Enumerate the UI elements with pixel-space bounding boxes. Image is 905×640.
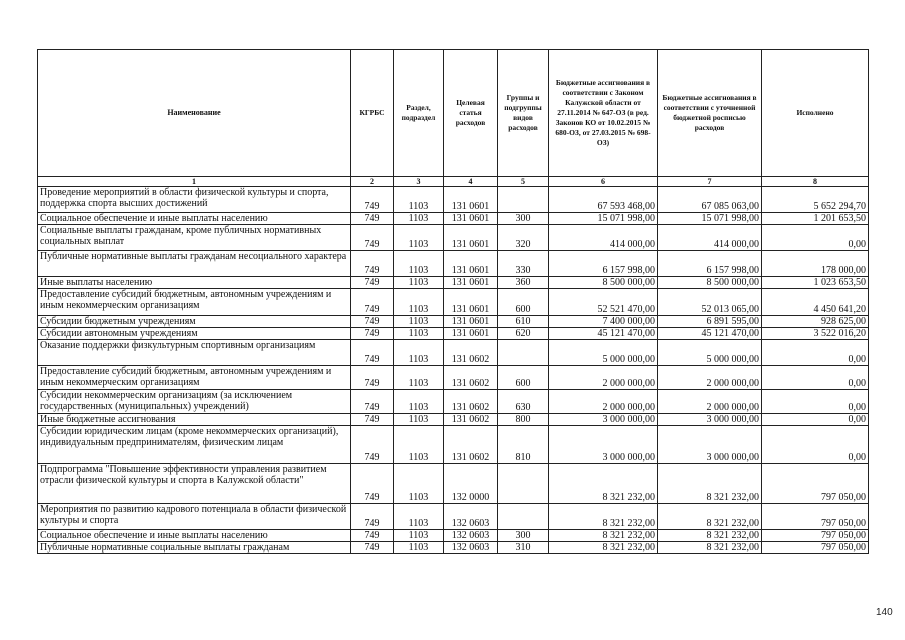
table-row bbox=[38, 426, 869, 464]
header-kgrbs: КГРБС bbox=[351, 50, 394, 177]
row-group: 320 bbox=[498, 225, 549, 251]
row-group: 300 bbox=[498, 530, 549, 542]
row-kgrbs: 749 bbox=[351, 277, 394, 289]
table-row bbox=[38, 316, 869, 328]
row-section: 1103 bbox=[394, 390, 444, 414]
row-group: 330 bbox=[498, 251, 549, 277]
row-name: Проведение мероприятий в области физической культуры и спорта, поддержка спорта высших достижений bbox=[38, 187, 351, 213]
row-kgrbs: 749 bbox=[351, 504, 394, 530]
row-group: 620 bbox=[498, 328, 549, 340]
row-executed: 0,00 bbox=[762, 225, 869, 251]
row-refined: 8 321 232,00 bbox=[658, 504, 762, 530]
header-budget: Бюджетные ассигнования в соответствии с Законом Калужской области от 27.11.2014 № 647-ОЗ (в ред. Законов КО от 10.02.2015 № 680-ОЗ, от 27.03.2015 № 698-ОЗ) bbox=[549, 50, 658, 177]
row-executed: 0,00 bbox=[762, 390, 869, 414]
row-kgrbs: 749 bbox=[351, 414, 394, 426]
table-row bbox=[38, 390, 869, 414]
budget-table bbox=[37, 49, 869, 554]
row-name: Оказание поддержки физкультурным спортивным организациям bbox=[38, 340, 351, 366]
row-kgrbs: 749 bbox=[351, 316, 394, 328]
row-name: Субсидии автономным учреждениям bbox=[38, 328, 351, 340]
header-name: Наименование bbox=[38, 50, 351, 177]
row-name: Иные выплаты населению bbox=[38, 277, 351, 289]
row-article: 131 0601 bbox=[444, 289, 498, 316]
row-budget: 15 071 998,00 bbox=[549, 213, 658, 225]
row-section: 1103 bbox=[394, 251, 444, 277]
row-budget: 414 000,00 bbox=[549, 225, 658, 251]
row-executed: 0,00 bbox=[762, 366, 869, 390]
row-name: Предоставление субсидий бюджетным, автономным учреждениям и иным некоммерческим организациям bbox=[38, 366, 351, 390]
row-article: 131 0601 bbox=[444, 213, 498, 225]
table-row bbox=[38, 464, 869, 504]
row-refined: 45 121 470,00 bbox=[658, 328, 762, 340]
row-article: 131 0601 bbox=[444, 187, 498, 213]
row-refined: 6 157 998,00 bbox=[658, 251, 762, 277]
row-executed: 797 050,00 bbox=[762, 464, 869, 504]
row-section: 1103 bbox=[394, 426, 444, 464]
row-article: 131 0601 bbox=[444, 225, 498, 251]
row-budget: 52 521 470,00 bbox=[549, 289, 658, 316]
row-article: 131 0602 bbox=[444, 340, 498, 366]
column-number: 2 bbox=[351, 177, 394, 187]
table-row bbox=[38, 289, 869, 316]
column-number: 7 bbox=[658, 177, 762, 187]
row-group: 300 bbox=[498, 213, 549, 225]
column-number: 8 bbox=[762, 177, 869, 187]
table-row bbox=[38, 187, 869, 213]
row-budget: 2 000 000,00 bbox=[549, 390, 658, 414]
row-group: 600 bbox=[498, 366, 549, 390]
row-group: 610 bbox=[498, 316, 549, 328]
row-name: Подпрограмма "Повышение эффективности управления развитием отрасли физической культуры и спорта в Калужской области" bbox=[38, 464, 351, 504]
row-section: 1103 bbox=[394, 187, 444, 213]
row-name: Социальные выплаты гражданам, кроме публичных нормативных социальных выплат bbox=[38, 225, 351, 251]
row-section: 1103 bbox=[394, 542, 444, 554]
row-group: 630 bbox=[498, 390, 549, 414]
row-section: 1103 bbox=[394, 316, 444, 328]
row-kgrbs: 749 bbox=[351, 390, 394, 414]
table-row bbox=[38, 340, 869, 366]
table-row bbox=[38, 414, 869, 426]
table-row bbox=[38, 225, 869, 251]
row-kgrbs: 749 bbox=[351, 340, 394, 366]
row-section: 1103 bbox=[394, 225, 444, 251]
row-article: 131 0602 bbox=[444, 414, 498, 426]
row-refined: 6 891 595,00 bbox=[658, 316, 762, 328]
row-kgrbs: 749 bbox=[351, 542, 394, 554]
row-section: 1103 bbox=[394, 277, 444, 289]
row-executed: 797 050,00 bbox=[762, 504, 869, 530]
header-article: Целевая статья расходов bbox=[444, 50, 498, 177]
row-refined: 2 000 000,00 bbox=[658, 366, 762, 390]
row-article: 131 0602 bbox=[444, 366, 498, 390]
row-kgrbs: 749 bbox=[351, 289, 394, 316]
row-budget: 8 500 000,00 bbox=[549, 277, 658, 289]
row-group bbox=[498, 464, 549, 504]
row-refined: 5 000 000,00 bbox=[658, 340, 762, 366]
row-group: 800 bbox=[498, 414, 549, 426]
row-section: 1103 bbox=[394, 504, 444, 530]
row-executed: 178 000,00 bbox=[762, 251, 869, 277]
row-refined: 52 013 065,00 bbox=[658, 289, 762, 316]
column-number: 6 bbox=[549, 177, 658, 187]
row-kgrbs: 749 bbox=[351, 251, 394, 277]
row-article: 131 0601 bbox=[444, 277, 498, 289]
row-refined: 3 000 000,00 bbox=[658, 414, 762, 426]
row-article: 131 0602 bbox=[444, 426, 498, 464]
row-name: Субсидии юридическим лицам (кроме некоммерческих организаций), индивидуальным предпринимателям, физическим лицам bbox=[38, 426, 351, 464]
row-section: 1103 bbox=[394, 340, 444, 366]
row-name: Предоставление субсидий бюджетным, автономным учреждениям и иным некоммерческим организациям bbox=[38, 289, 351, 316]
row-section: 1103 bbox=[394, 414, 444, 426]
header-group: Группы и подгруппы видов расходов bbox=[498, 50, 549, 177]
header-row bbox=[38, 50, 869, 177]
row-executed: 0,00 bbox=[762, 426, 869, 464]
row-article: 132 0000 bbox=[444, 464, 498, 504]
table-row bbox=[38, 328, 869, 340]
column-number: 1 bbox=[38, 177, 351, 187]
row-kgrbs: 749 bbox=[351, 366, 394, 390]
row-article: 132 0603 bbox=[444, 542, 498, 554]
row-kgrbs: 749 bbox=[351, 328, 394, 340]
row-article: 131 0602 bbox=[444, 390, 498, 414]
row-refined: 3 000 000,00 bbox=[658, 426, 762, 464]
row-name: Субсидии бюджетным учреждениям bbox=[38, 316, 351, 328]
row-section: 1103 bbox=[394, 328, 444, 340]
row-executed: 3 522 016,20 bbox=[762, 328, 869, 340]
row-refined: 67 085 063,00 bbox=[658, 187, 762, 213]
row-kgrbs: 749 bbox=[351, 225, 394, 251]
row-name: Иные бюджетные ассигнования bbox=[38, 414, 351, 426]
header-executed: Исполнено bbox=[762, 50, 869, 177]
row-kgrbs: 749 bbox=[351, 213, 394, 225]
row-name: Публичные нормативные социальные выплаты гражданам bbox=[38, 542, 351, 554]
row-executed: 5 652 294,70 bbox=[762, 187, 869, 213]
row-budget: 8 321 232,00 bbox=[549, 530, 658, 542]
row-executed: 0,00 bbox=[762, 414, 869, 426]
row-article: 132 0603 bbox=[444, 504, 498, 530]
row-article: 131 0601 bbox=[444, 328, 498, 340]
row-budget: 67 593 468,00 bbox=[549, 187, 658, 213]
row-group bbox=[498, 187, 549, 213]
table-row bbox=[38, 504, 869, 530]
row-group: 360 bbox=[498, 277, 549, 289]
table-row bbox=[38, 277, 869, 289]
table-row bbox=[38, 530, 869, 542]
table-row bbox=[38, 213, 869, 225]
row-kgrbs: 749 bbox=[351, 464, 394, 504]
row-kgrbs: 749 bbox=[351, 426, 394, 464]
row-budget: 6 157 998,00 bbox=[549, 251, 658, 277]
row-refined: 8 321 232,00 bbox=[658, 542, 762, 554]
row-refined: 15 071 998,00 bbox=[658, 213, 762, 225]
row-refined: 8 321 232,00 bbox=[658, 530, 762, 542]
row-budget: 2 000 000,00 bbox=[549, 366, 658, 390]
column-number-row bbox=[38, 177, 869, 187]
row-group: 600 bbox=[498, 289, 549, 316]
row-executed: 4 450 641,20 bbox=[762, 289, 869, 316]
row-article: 131 0601 bbox=[444, 316, 498, 328]
row-section: 1103 bbox=[394, 289, 444, 316]
row-kgrbs: 749 bbox=[351, 187, 394, 213]
table-row bbox=[38, 251, 869, 277]
row-executed: 797 050,00 bbox=[762, 530, 869, 542]
row-executed: 928 625,00 bbox=[762, 316, 869, 328]
row-budget: 8 321 232,00 bbox=[549, 464, 658, 504]
row-group bbox=[498, 340, 549, 366]
row-budget: 5 000 000,00 bbox=[549, 340, 658, 366]
row-section: 1103 bbox=[394, 464, 444, 504]
row-name: Субсидии некоммерческим организациям (за исключением государственных (муниципальных) учреждений) bbox=[38, 390, 351, 414]
row-article: 131 0601 bbox=[444, 251, 498, 277]
row-name: Мероприятия по развитию кадрового потенциала в области физической культуры и спорта bbox=[38, 504, 351, 530]
row-budget: 3 000 000,00 bbox=[549, 426, 658, 464]
table-row bbox=[38, 366, 869, 390]
row-budget: 7 400 000,00 bbox=[549, 316, 658, 328]
header-section: Раздел, подраздел bbox=[394, 50, 444, 177]
row-group bbox=[498, 504, 549, 530]
row-section: 1103 bbox=[394, 366, 444, 390]
row-budget: 8 321 232,00 bbox=[549, 542, 658, 554]
row-executed: 1 023 653,50 bbox=[762, 277, 869, 289]
row-name: Социальное обеспечение и иные выплаты населению bbox=[38, 213, 351, 225]
row-budget: 3 000 000,00 bbox=[549, 414, 658, 426]
row-refined: 2 000 000,00 bbox=[658, 390, 762, 414]
row-executed: 797 050,00 bbox=[762, 542, 869, 554]
row-refined: 8 321 232,00 bbox=[658, 464, 762, 504]
column-number: 4 bbox=[444, 177, 498, 187]
row-executed: 1 201 653,50 bbox=[762, 213, 869, 225]
row-budget: 45 121 470,00 bbox=[549, 328, 658, 340]
row-kgrbs: 749 bbox=[351, 530, 394, 542]
row-refined: 8 500 000,00 bbox=[658, 277, 762, 289]
table-body bbox=[38, 187, 869, 554]
row-refined: 414 000,00 bbox=[658, 225, 762, 251]
row-name: Социальное обеспечение и иные выплаты населению bbox=[38, 530, 351, 542]
column-number: 5 bbox=[498, 177, 549, 187]
page-number: 140 bbox=[876, 607, 893, 618]
table-row bbox=[38, 542, 869, 554]
row-article: 132 0603 bbox=[444, 530, 498, 542]
column-number: 3 bbox=[394, 177, 444, 187]
row-group: 810 bbox=[498, 426, 549, 464]
row-group: 310 bbox=[498, 542, 549, 554]
row-budget: 8 321 232,00 bbox=[549, 504, 658, 530]
row-executed: 0,00 bbox=[762, 340, 869, 366]
row-name: Публичные нормативные выплаты гражданам несоциального характера bbox=[38, 251, 351, 277]
row-section: 1103 bbox=[394, 213, 444, 225]
row-section: 1103 bbox=[394, 530, 444, 542]
header-refined: Бюджетные ассигнования в соответствии с уточненной бюджетной росписью расходов bbox=[658, 50, 762, 177]
